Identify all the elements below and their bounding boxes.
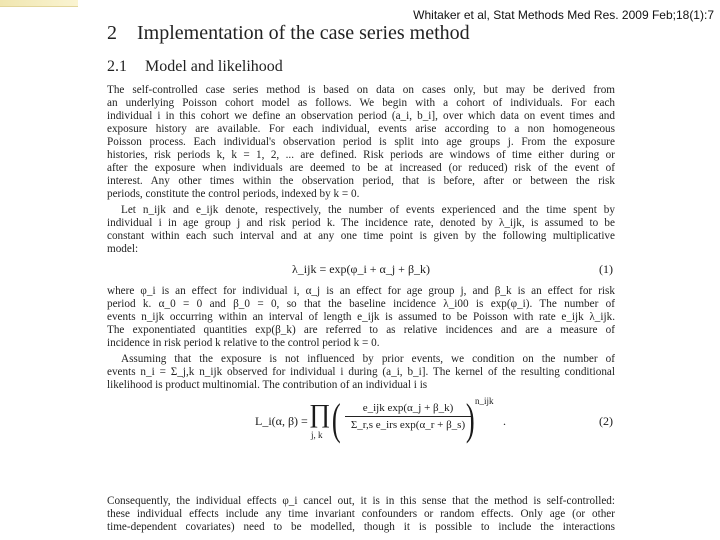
product-index: j, k — [311, 430, 323, 440]
equation-1 — [107, 262, 615, 280]
left-paren: ( — [331, 395, 341, 444]
subsection-heading — [107, 58, 283, 76]
paragraph-line: events n_ijk occurring within an interval of length e_ijk is assumed to be Poisson with rate e_ijk λ_ijk. — [107, 311, 615, 323]
subsection-title: Model and likelihood — [145, 58, 283, 75]
paragraph-line: Assuming that the exposure is not influenced by prior events, we condition on the number of — [121, 353, 615, 365]
citation: Whitaker et al, Stat Methods Med Res. 2009 Feb;18(1):7 — [413, 8, 714, 22]
equation-2-trailing: . — [503, 414, 506, 428]
paragraph-line: Consequently, the individual effects φ_i cancel out, it is in this sense that the method is self-controlled: — [107, 495, 615, 507]
equation-2 — [107, 395, 615, 450]
equation-2-number: (2) — [599, 414, 613, 428]
paragraph-line: individual i in age group j and risk period k. The incidence rate, denoted by λ_ijk, is assumed to be — [107, 217, 615, 229]
equation-1-body: λ_ijk = exp(φ_i + α_j + β_k) — [291, 262, 431, 276]
paragraph-line: events n_i = Σ_j,k n_ijk observed for individual i during (a_i, b_i]. The kernel of the resulting conditional — [107, 366, 615, 378]
section-heading — [107, 22, 470, 45]
paragraph-line: these individual effects include any time invariant confounders or random effects. Only age (or other — [107, 508, 615, 520]
equation-2-power: n_ijk — [475, 396, 494, 406]
paragraph-line: likelihood is product multinomial. The contribution of an individual i is — [107, 379, 428, 391]
paragraph-line: individual i in this cohort we define an observation period (a_i, b_i], over which data on event times and — [107, 110, 615, 122]
paragraph-line: Let n_ijk and e_ijk denote, respectively, the number of events experienced and the time spent by — [121, 204, 615, 216]
paragraph-line: exposure history are available. For each individual, events arise according to a non homogeneous — [107, 123, 615, 135]
paragraph-line: The exponentiated quantities exp(β_k) are referred to as relative incidences and are a measure of — [107, 324, 615, 336]
paragraph-line: time-dependent covariates) need to be modelled, though it is possible to include the interactions — [107, 521, 615, 533]
paragraph-line: incidence in risk period k relative to the control period k = 0. — [107, 337, 380, 349]
section-title: Implementation of the case series method — [137, 22, 470, 44]
paragraph-line: period k. α_0 = 0 and β_0 = 0, so that the baseline incidence λ_i00 is exp(φ_i). The number of — [107, 298, 615, 310]
paragraph-line: an underlying Poisson cohort model as follows. We begin with a cohort of individuals. For each — [107, 97, 615, 109]
equation-2-fraction — [345, 402, 471, 431]
paragraph-line: interest. Any other times within the observation period, that is before, after or between the risk — [107, 175, 615, 187]
fraction-numerator: e_ijk exp(α_j + β_k) — [345, 402, 471, 417]
product-symbol: ∏ — [309, 399, 331, 428]
paragraph-line: model: — [107, 243, 139, 255]
equation-1-number: (1) — [599, 262, 613, 276]
paragraph-line: periods, constitute the control periods, indexed by k = 0. — [107, 188, 360, 200]
paragraph-line: Poisson process. Each individual's observation period is split into age groups j. From the exposure — [107, 136, 615, 148]
fraction-denominator: Σ_r,s e_irs exp(α_r + β_s) — [350, 419, 466, 431]
equation-2-lhs: L_i(α, β) = — [255, 414, 308, 428]
paragraph-line: histories, risk periods k, k = 1, 2, ... are defined. Risk periods are windows of time either during or — [107, 149, 615, 161]
subsection-number: 2.1 — [107, 58, 127, 75]
corner-mark — [0, 0, 78, 7]
paragraph-line: after the exposure when individuals are deemed to be at increased (or reduced) risk of the event of — [107, 162, 615, 174]
paragraph-line: The self-controlled case series method is based on data on cases only, but may be derived from — [107, 84, 615, 96]
section-number: 2 — [107, 22, 117, 44]
paragraph-line: constant within each such interval and at any one time point is given by the following multiplicative — [107, 230, 615, 242]
paragraph-line: where φ_i is an effect for individual i, α_j is an effect for age group j, and β_k is an effect for risk — [107, 285, 615, 297]
right-paren: ) — [465, 395, 475, 444]
